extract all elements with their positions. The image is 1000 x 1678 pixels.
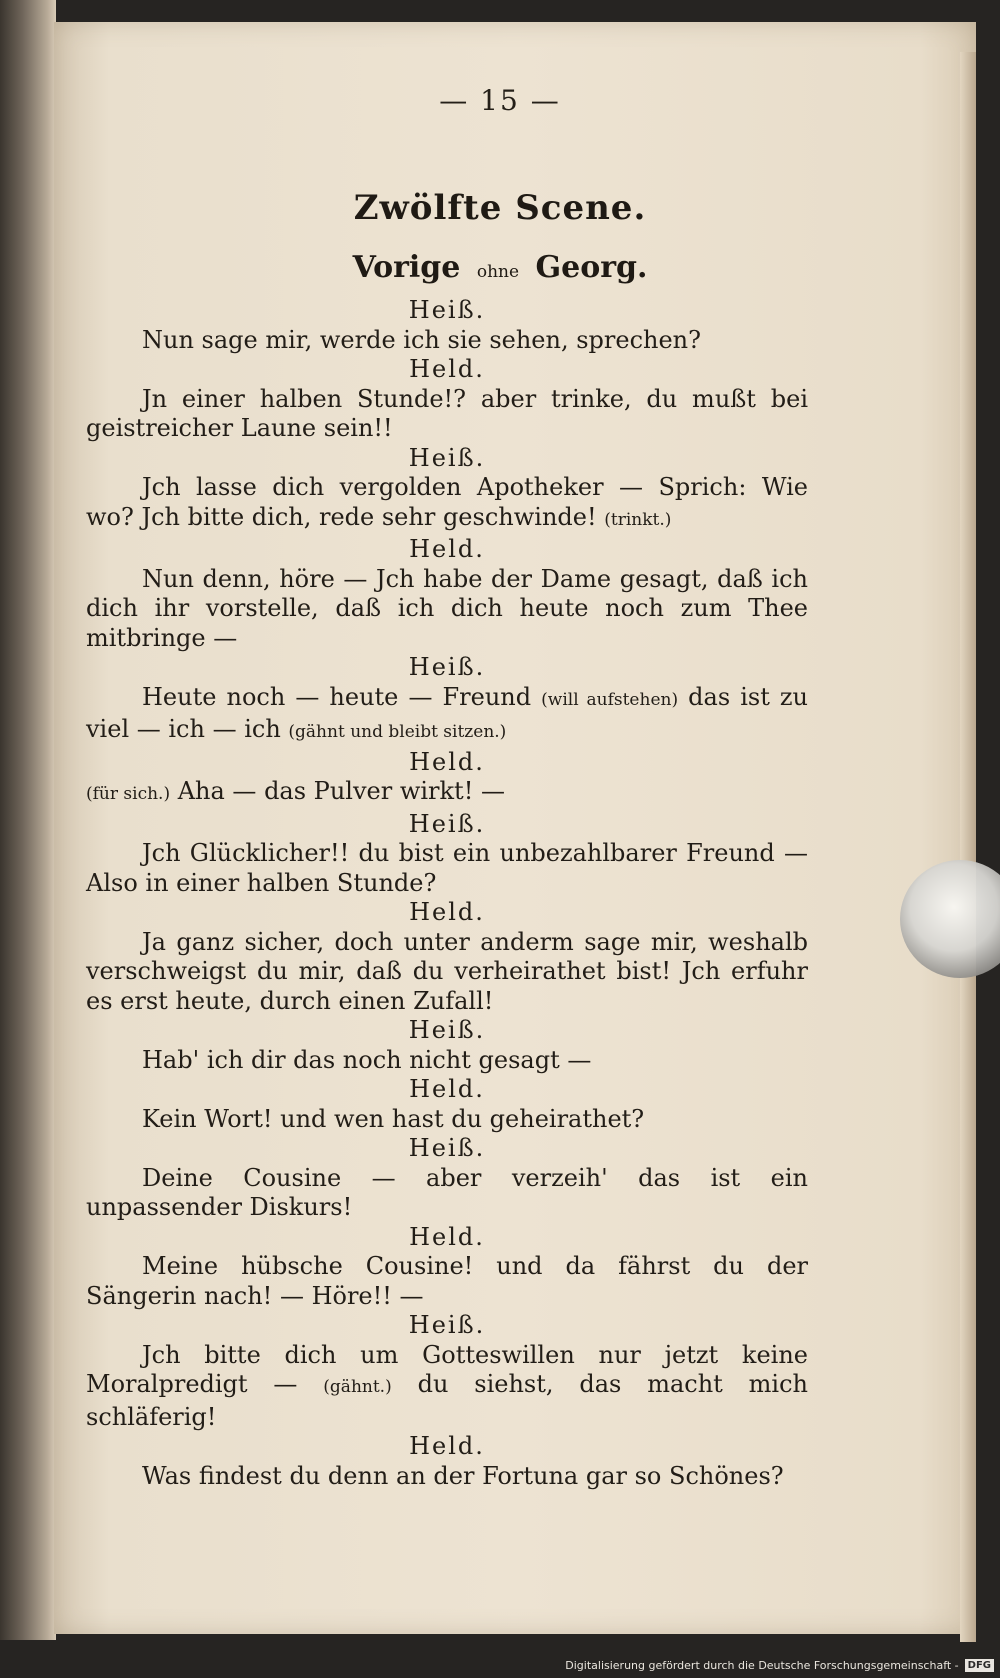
speaker-name: Held. <box>409 1222 485 1251</box>
stage-direction: (gähnt und bleibt sitzen.) <box>288 722 507 742</box>
speaker-name: Heiß. <box>408 296 486 324</box>
book-spine <box>0 0 56 1640</box>
scene-subtitle-mid: ohne <box>476 262 520 282</box>
speaker-name: Held. <box>409 898 485 926</box>
scene-subtitle <box>0 250 1000 285</box>
spoken-text: Jn einer halben Stunde!? aber trinke, du mußt bei geistreicher Laune sein!! <box>86 384 808 442</box>
dialogue-line <box>86 1252 808 1311</box>
dialogue-line <box>86 385 808 444</box>
dialogue-line <box>86 1341 808 1433</box>
spoken-text: Deine Cousine — aber verzeih' das ist ein unpassender Diskurs! <box>86 1163 808 1221</box>
spoken-text: Jch bitte dich um Gotteswillen nur jetzt keine Moralpredigt — <box>86 1340 808 1398</box>
scene-title: Zwölfte Scene. <box>353 188 647 228</box>
speaker-name: Held. <box>409 355 485 383</box>
dialogue-line <box>86 1105 808 1135</box>
dfg-logo: DFG <box>965 1659 994 1672</box>
spoken-text: Aha — das Pulver wirkt! — <box>170 777 505 805</box>
dialogue-line <box>86 839 808 898</box>
speaker-name: Heiß. <box>408 809 486 838</box>
stage-direction: (will aufstehen) <box>541 689 679 710</box>
speaker-name: Heiß. <box>408 1016 486 1044</box>
scene-subtitle-left: Vorige <box>352 250 461 285</box>
footer <box>565 1659 994 1672</box>
stage-direction: (gähnt.) <box>323 1377 392 1397</box>
speaker-name: Heiß. <box>408 443 486 472</box>
page-edge <box>960 52 976 1642</box>
spoken-text: das ist zu viel — ich — ich <box>86 682 808 743</box>
dialogue-text <box>86 296 808 1491</box>
speaker-name: Held. <box>409 535 485 563</box>
spoken-text: Jch Glücklicher!! du bist ein unbezahlbarer Freund — Also in einer halben Stunde? <box>86 839 808 897</box>
speaker-name: Heiß. <box>408 1134 486 1162</box>
spoken-text: Was findest du denn an der Fortuna gar so Schönes? <box>142 1461 784 1490</box>
speaker-name: Held. <box>409 1432 485 1460</box>
stage-direction: (trinkt.) <box>604 509 672 530</box>
speaker-name: Held. <box>409 747 485 776</box>
page-number: — 15 — <box>439 84 561 117</box>
dialogue-line <box>86 565 808 654</box>
spoken-text: Kein Wort! und wen hast du geheirathet? <box>142 1104 645 1133</box>
dialogue-line <box>86 683 808 748</box>
spoken-text: Hab' ich dir das noch nicht gesagt — <box>142 1045 592 1074</box>
spoken-text: du siehst, das macht mich schläferig! <box>86 1370 809 1431</box>
speaker-name: Heiß. <box>408 653 486 681</box>
spoken-text: Heute noch — heute — Freund <box>142 682 542 711</box>
dialogue-line <box>86 928 808 1017</box>
dialogue-line <box>86 1164 808 1223</box>
spoken-text: Ja ganz sicher, doch unter anderm sage mir, weshalb verschweigst du mir, daß du verheirathet bist! Jch erfuhr es erst heute, durch einen Zufall! <box>86 927 808 1015</box>
spoken-text: Nun denn, höre — Jch habe der Dame gesagt, daß ich dich ihr vorstelle, daß ich dich heute noch zum Thee mitbringe — <box>86 564 808 652</box>
speaker-name: Held. <box>409 1075 485 1103</box>
spoken-text: Meine hübsche Cousine! und da fährst du der Sängerin nach! — Höre!! — <box>86 1252 808 1310</box>
dialogue-line <box>86 326 808 356</box>
speaker-name: Heiß. <box>408 1311 486 1339</box>
dialogue-line <box>86 1462 808 1492</box>
spoken-text: Nun sage mir, werde ich sie sehen, sprechen? <box>142 325 702 354</box>
scene-subtitle-right: Georg. <box>535 250 648 285</box>
dialogue-line <box>86 473 808 535</box>
footer-credit: Digitalisierung gefördert durch die Deutsche Forschungsgemeinschaft - <box>565 1659 959 1672</box>
stage-direction: (für sich.) <box>86 784 171 804</box>
dialogue-line <box>86 777 808 810</box>
dialogue-line <box>86 1046 808 1076</box>
spoken-text: Jch lasse dich vergolden Apotheker — Sprich: Wie wo? Jch bitte dich, rede sehr geschwinde! <box>86 473 808 531</box>
